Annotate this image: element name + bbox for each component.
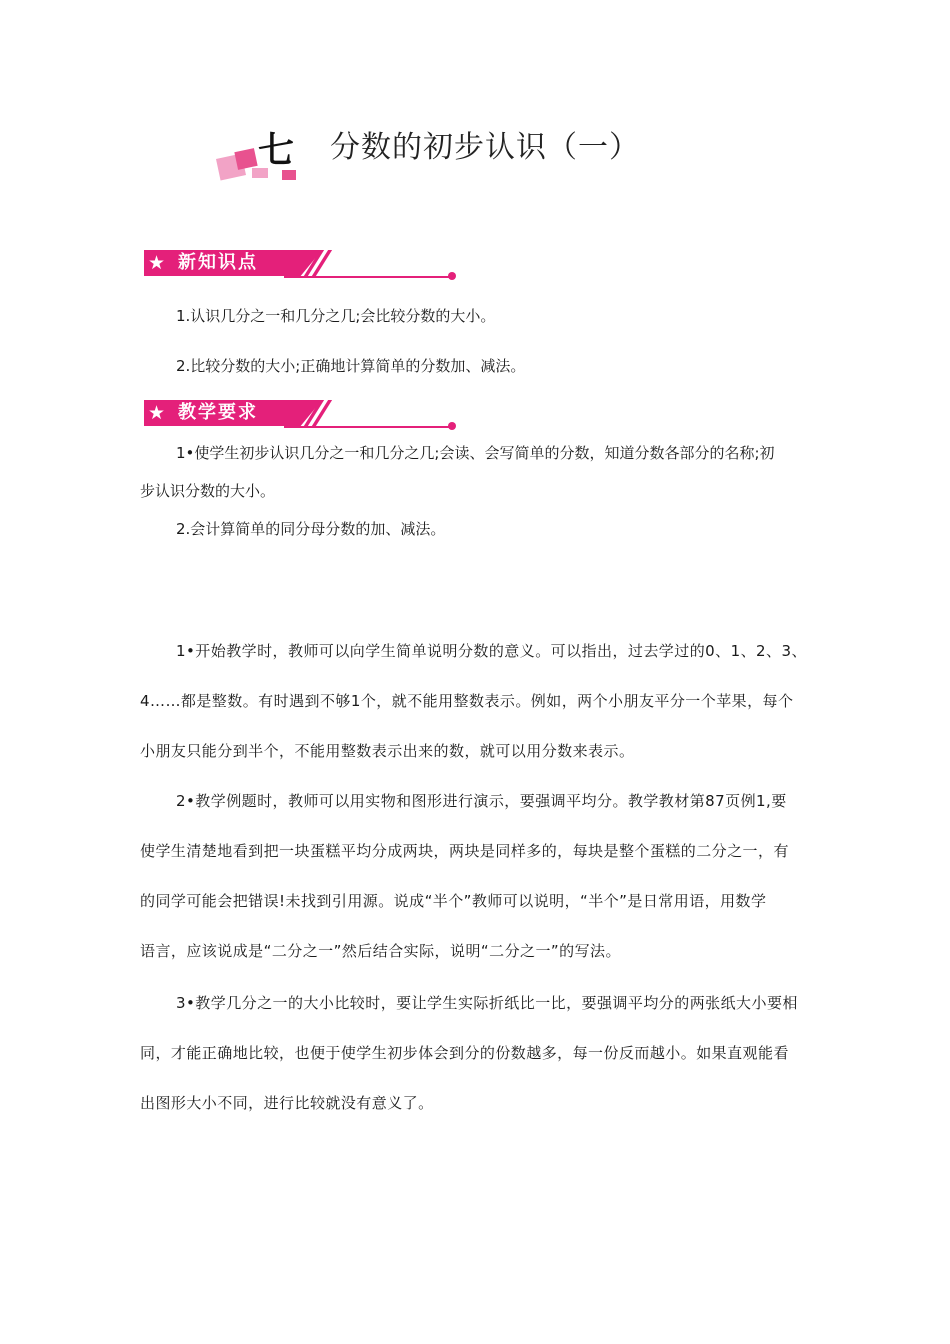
banner-underline (284, 426, 452, 428)
suggestion-line: 的同学可能会把错误!未找到引用源。说成“半个”教师可以说明，“半个”是日常用语，用数学 (140, 892, 767, 910)
chapter-number: 七 (258, 129, 295, 171)
suggestion-line: 小朋友只能分到半个，不能用整数表示出来的数，就可以用分数来表示。 (140, 742, 635, 760)
section-banner-teaching-requirements (144, 400, 464, 430)
suggestion-line: 1•开始教学时，教师可以向学生简单说明分数的意义。可以指出，过去学过的0、1、2、3、 (176, 642, 807, 660)
section-banner-new-knowledge (144, 250, 464, 280)
suggestion-line: 3•教学几分之一的大小比较时，要让学生实际折纸比一比，要强调平均分的两张纸大小要相 (176, 994, 798, 1012)
requirement-line: 步认识分数的大小。 (140, 482, 276, 500)
suggestion-line: 4……都是整数。有时遇到不够1个，就不能用整数表示。例如，两个小朋友平分一个苹果，每个 (140, 692, 794, 710)
suggestion-line: 语言，应该说成是“二分之一”然后结合实际，说明“二分之一”的写法。 (140, 942, 621, 960)
suggestion-line: 使学生清楚地看到把一块蛋糕平均分成两块，两块是同样多的，每块是整个蛋糕的二分之一，有 (140, 842, 789, 860)
requirement-line: 2.会计算简单的同分母分数的加、减法。 (176, 520, 446, 538)
star-icon: ★ (148, 252, 166, 274)
chapter-header (214, 118, 674, 188)
banner-underline (284, 276, 452, 278)
banner-dot (448, 272, 456, 280)
suggestion-line: 出图形大小不同，进行比较就没有意义了。 (140, 1094, 434, 1112)
star-icon: ★ (148, 402, 166, 424)
chapter-title: 分数的初步认识（一） (330, 130, 640, 165)
banner-dot (448, 422, 456, 430)
suggestion-line: 同，才能正确地比较，也便于使学生初步体会到分的份数越多，每一份反而越小。如果直观能看 (140, 1044, 789, 1062)
suggestion-line: 2•教学例题时，教师可以用实物和图形进行演示，要强调平均分。教学教材第87页例1,要 (176, 792, 787, 810)
requirement-line: 1•使学生初步认识几分之一和几分之几;会读、会写简单的分数，知道分数各部分的名称;初 (176, 444, 775, 462)
section-label: 教学要求 (178, 402, 258, 423)
knowledge-point: 2.比较分数的大小;正确地计算简单的分数加、减法。 (176, 357, 526, 375)
section-label: 新知识点 (178, 252, 258, 273)
knowledge-point: 1.认识几分之一和几分之几;会比较分数的大小。 (176, 307, 496, 325)
